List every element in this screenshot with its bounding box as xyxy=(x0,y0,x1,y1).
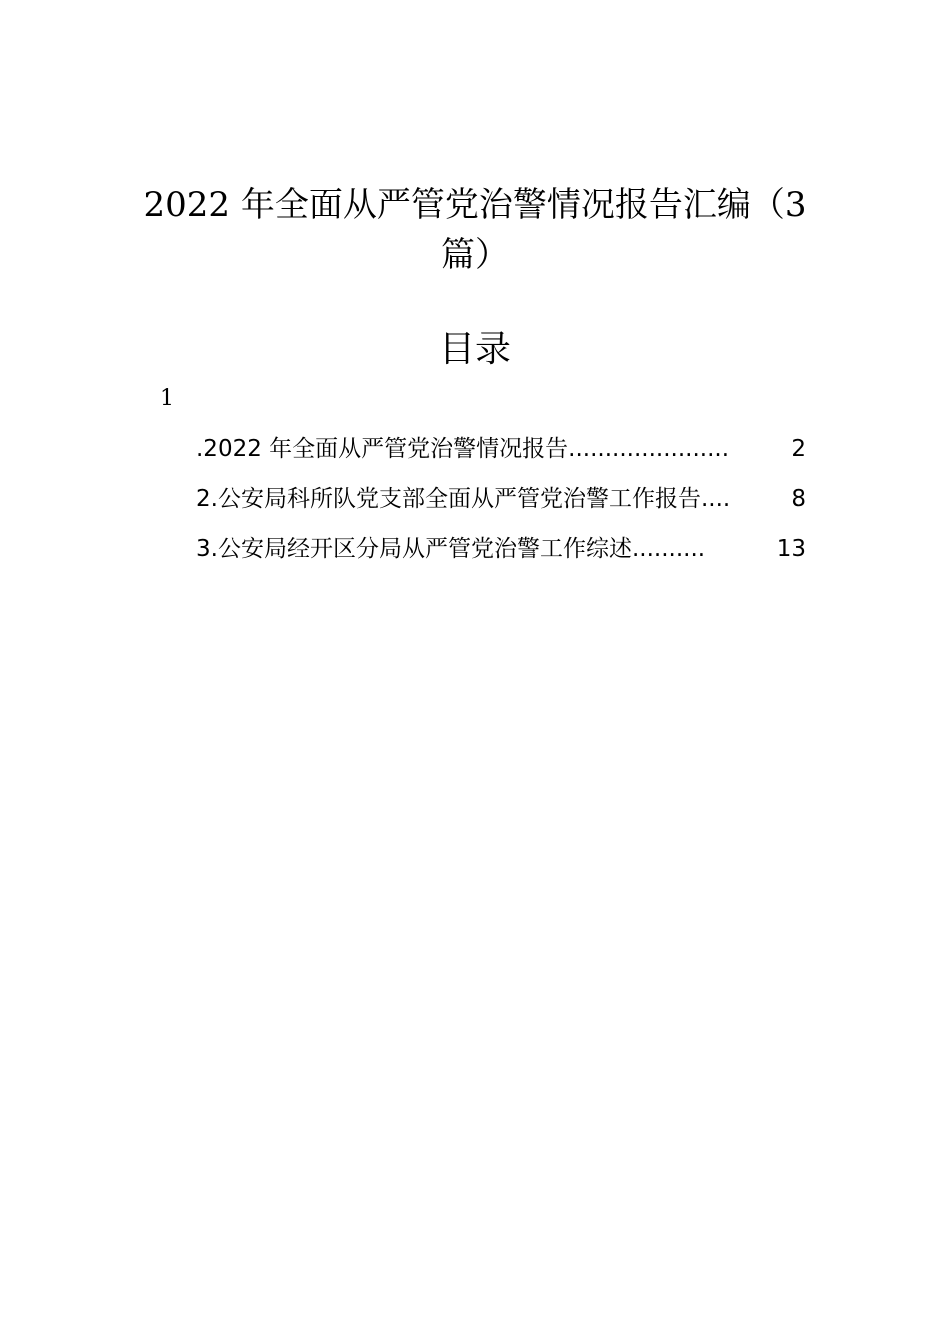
toc-entry[interactable] xyxy=(196,532,806,582)
toc-heading: 目录 xyxy=(438,329,511,370)
document-title xyxy=(140,180,810,280)
toc-entry-page: 8 xyxy=(791,486,806,512)
toc-entry-title: .2022 年全面从严管党治警情况报告 xyxy=(196,436,569,462)
toc-entry-leader: ...................... xyxy=(568,436,729,462)
title-text: 年全面从严管党治警情况报告汇编（ xyxy=(240,185,785,225)
table-of-contents xyxy=(196,432,806,582)
toc-entry-page: 13 xyxy=(776,536,806,562)
title-suffix: 篇） xyxy=(441,235,509,275)
toc-entry-leader: .......... xyxy=(631,536,706,562)
stray-number: 1 xyxy=(160,386,174,411)
title-count: 3 xyxy=(784,185,807,225)
toc-entry[interactable] xyxy=(196,482,806,532)
toc-entry-title: 3.公安局经开区分局从严管党治警工作综述 xyxy=(196,536,632,562)
toc-entry-title: 2.公安局科所队党支部全面从严管党治警工作报告 xyxy=(196,486,701,512)
toc-entry-page: 2 xyxy=(791,436,806,462)
title-year: 2022 xyxy=(143,185,231,225)
toc-entry-leader: .... xyxy=(700,486,731,512)
toc-entry[interactable] xyxy=(196,432,806,482)
